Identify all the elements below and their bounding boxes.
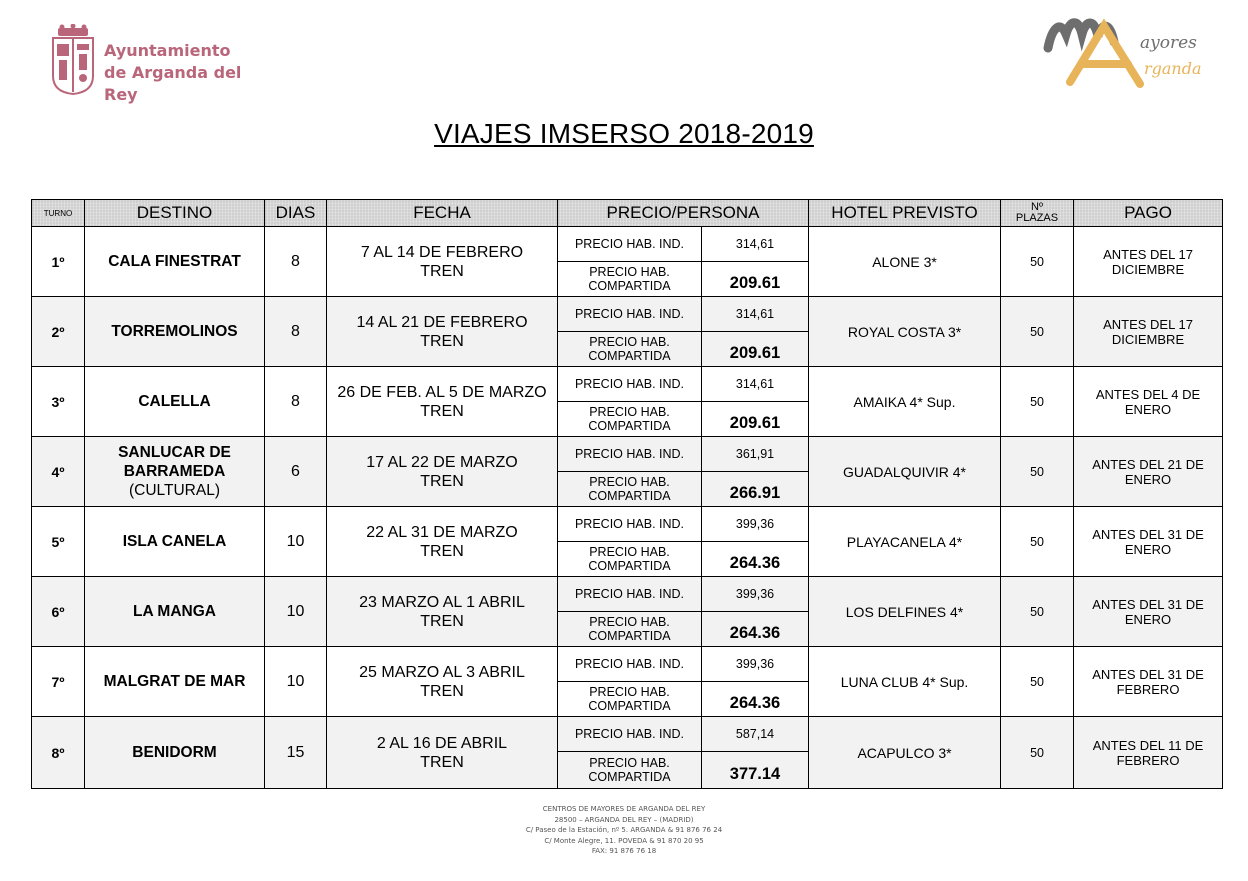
pago-line1: ANTES DEL 11 DE bbox=[1092, 737, 1204, 753]
pago-line2: ENERO bbox=[1124, 471, 1172, 487]
pago-line1: ANTES DEL 31 DE bbox=[1092, 526, 1204, 542]
trips-table bbox=[31, 199, 1223, 789]
fecha-transport: TREN bbox=[420, 682, 464, 700]
footer-line5: FAX: 91 876 76 18 bbox=[591, 847, 657, 855]
price-label-ind: PRECIO HAB. IND. bbox=[558, 507, 702, 542]
dias-cell: 8 bbox=[265, 367, 327, 437]
pago-cell bbox=[1074, 577, 1223, 647]
price-label-ind: PRECIO HAB. IND. bbox=[558, 437, 702, 472]
fecha-transport: TREN bbox=[420, 472, 464, 490]
fecha-transport: TREN bbox=[420, 332, 464, 350]
fecha-cell bbox=[327, 647, 558, 717]
fecha-cell bbox=[327, 227, 558, 297]
turno-cell: 3º bbox=[32, 367, 85, 437]
destino-cell bbox=[85, 647, 265, 717]
destino-cell bbox=[85, 437, 265, 507]
table-row bbox=[32, 227, 1223, 262]
ayuntamiento-logo bbox=[50, 24, 270, 104]
fecha-dates: 14 AL 21 DE FEBRERO bbox=[356, 313, 528, 331]
pago-line2: ENERO bbox=[1124, 541, 1172, 557]
dias-cell: 8 bbox=[265, 297, 327, 367]
price-label-compartida bbox=[558, 262, 702, 297]
fecha-transport: TREN bbox=[420, 402, 464, 420]
fecha-transport: TREN bbox=[420, 542, 464, 560]
table-row bbox=[32, 577, 1223, 612]
destino-subtitle: (CULTURAL) bbox=[129, 482, 220, 499]
price-label-ind: PRECIO HAB. IND. bbox=[558, 227, 702, 262]
destino-name: SANLUCAR DE BARRAMEDA bbox=[118, 444, 231, 480]
price-label-compartida bbox=[558, 472, 702, 507]
destino-name: MALGRAT DE MAR bbox=[103, 673, 246, 690]
page-title-text: VIAJES IMSERSO 2018-2019 bbox=[434, 118, 814, 149]
price-label-compartida bbox=[558, 682, 702, 717]
price-value-compartida: 377.14 bbox=[702, 752, 809, 789]
price-label-compartida bbox=[558, 402, 702, 437]
dias-cell: 10 bbox=[265, 647, 327, 717]
destino-name: BENIDORM bbox=[132, 744, 217, 761]
col-header-plazas-line1: Nº bbox=[1031, 201, 1043, 213]
col-header-hotel: HOTEL PREVISTO bbox=[809, 200, 1001, 227]
dias-cell: 15 bbox=[265, 717, 327, 789]
price-label-compartida bbox=[558, 542, 702, 577]
price-label-compartida-line2: COMPARTIDA bbox=[588, 629, 671, 643]
footer-line3: C/ Paseo de la Estación, nº 5. ARGANDA & 91 876 76 24 bbox=[525, 826, 723, 834]
pago-line1: ANTES DEL 4 DE bbox=[1095, 386, 1201, 402]
price-value-ind: 399,36 bbox=[702, 577, 809, 612]
pago-cell bbox=[1074, 717, 1223, 789]
destino-name: TORREMOLINOS bbox=[111, 323, 238, 340]
turno-cell: 1º bbox=[32, 227, 85, 297]
logo-text-rganda: rganda bbox=[1144, 59, 1202, 78]
table-row bbox=[32, 367, 1223, 402]
pago-cell bbox=[1074, 367, 1223, 437]
price-value-compartida: 264.36 bbox=[702, 542, 809, 577]
price-label-compartida-line2: COMPARTIDA bbox=[588, 770, 671, 784]
price-label-compartida-line2: COMPARTIDA bbox=[588, 559, 671, 573]
price-label-ind: PRECIO HAB. IND. bbox=[558, 577, 702, 612]
pago-line2: ENERO bbox=[1124, 401, 1172, 417]
hotel-cell: ALONE 3* bbox=[809, 227, 1001, 297]
turno-cell: 6º bbox=[32, 577, 85, 647]
pago-line1: ANTES DEL 21 DE bbox=[1092, 456, 1204, 472]
price-label-compartida bbox=[558, 332, 702, 367]
pago-cell bbox=[1074, 437, 1223, 507]
col-header-destino: DESTINO bbox=[85, 200, 265, 227]
price-label-compartida-line1: PRECIO HAB. bbox=[589, 615, 670, 629]
fecha-cell bbox=[327, 297, 558, 367]
price-label-compartida-line1: PRECIO HAB. bbox=[589, 475, 670, 489]
fecha-dates: 23 MARZO AL 1 ABRIL bbox=[359, 593, 525, 611]
destino-name: CALELLA bbox=[138, 393, 211, 410]
page-title bbox=[0, 118, 1248, 150]
turno-cell: 8º bbox=[32, 717, 85, 789]
price-label-compartida-line2: COMPARTIDA bbox=[588, 349, 671, 363]
fecha-dates: 25 MARZO AL 3 ABRIL bbox=[359, 663, 525, 681]
turno-cell: 2º bbox=[32, 297, 85, 367]
table-row bbox=[32, 647, 1223, 682]
fecha-dates: 7 AL 14 DE FEBRERO bbox=[360, 243, 524, 261]
price-value-ind: 314,61 bbox=[702, 367, 809, 402]
price-label-compartida-line1: PRECIO HAB. bbox=[589, 335, 670, 349]
hotel-cell: GUADALQUIVIR 4* bbox=[809, 437, 1001, 507]
destino-cell bbox=[85, 507, 265, 577]
footer-line4: C/ Monte Alegre, 11. POVEDA & 91 870 20 95 bbox=[544, 836, 704, 845]
price-label-ind: PRECIO HAB. IND. bbox=[558, 647, 702, 682]
plazas-cell: 50 bbox=[1001, 577, 1074, 647]
price-value-compartida: 209.61 bbox=[702, 402, 809, 437]
price-label-compartida bbox=[558, 752, 702, 789]
plazas-cell: 50 bbox=[1001, 297, 1074, 367]
fecha-cell bbox=[327, 717, 558, 789]
price-label-ind: PRECIO HAB. IND. bbox=[558, 717, 702, 752]
fecha-cell bbox=[327, 437, 558, 507]
plazas-cell: 50 bbox=[1001, 507, 1074, 577]
price-label-ind: PRECIO HAB. IND. bbox=[558, 297, 702, 332]
fecha-dates: 26 DE FEB. AL 5 DE MARZO bbox=[337, 383, 547, 401]
pago-cell bbox=[1074, 227, 1223, 297]
dias-cell: 10 bbox=[265, 577, 327, 647]
pago-cell bbox=[1074, 507, 1223, 577]
destino-name: ISLA CANELA bbox=[122, 533, 227, 550]
table-row bbox=[32, 507, 1223, 542]
price-label-compartida-line1: PRECIO HAB. bbox=[589, 265, 670, 279]
destino-cell bbox=[85, 367, 265, 437]
plazas-cell: 50 bbox=[1001, 717, 1074, 789]
price-value-ind: 587,14 bbox=[702, 717, 809, 752]
fecha-transport: TREN bbox=[420, 753, 464, 771]
fecha-cell bbox=[327, 577, 558, 647]
price-value-ind: 399,36 bbox=[702, 507, 809, 542]
pago-line2: DICIEMBRE bbox=[1111, 261, 1185, 277]
hotel-cell: ROYAL COSTA 3* bbox=[809, 297, 1001, 367]
pago-line2: DICIEMBRE bbox=[1111, 331, 1185, 347]
price-value-compartida: 209.61 bbox=[702, 262, 809, 297]
hotel-cell: ACAPULCO 3* bbox=[809, 717, 1001, 789]
table-header-row bbox=[32, 200, 1223, 227]
dias-cell: 10 bbox=[265, 507, 327, 577]
price-label-compartida-line1: PRECIO HAB. bbox=[589, 756, 670, 770]
price-label-compartida-line2: COMPARTIDA bbox=[588, 699, 671, 713]
pago-line2: FEBRERO bbox=[1116, 681, 1180, 697]
price-label-compartida-line1: PRECIO HAB. bbox=[589, 405, 670, 419]
price-label-compartida bbox=[558, 612, 702, 647]
pago-line1: ANTES DEL 17 bbox=[1103, 316, 1193, 332]
col-header-precio: PRECIO/PERSONA bbox=[558, 200, 809, 227]
price-label-compartida-line1: PRECIO HAB. bbox=[589, 685, 670, 699]
destino-cell bbox=[85, 577, 265, 647]
hotel-cell: PLAYACANELA 4* bbox=[809, 507, 1001, 577]
footer bbox=[0, 804, 1248, 857]
price-label-ind: PRECIO HAB. IND. bbox=[558, 367, 702, 402]
coat-of-arms-icon bbox=[50, 24, 96, 96]
destino-name: LA MANGA bbox=[133, 603, 216, 620]
price-value-compartida: 264.36 bbox=[702, 682, 809, 717]
table-row bbox=[32, 297, 1223, 332]
price-value-compartida: 264.36 bbox=[702, 612, 809, 647]
col-header-plazas bbox=[1001, 200, 1074, 227]
price-value-ind: 314,61 bbox=[702, 297, 809, 332]
col-header-pago: PAGO bbox=[1074, 200, 1223, 227]
fecha-transport: TREN bbox=[420, 262, 464, 280]
ayuntamiento-text bbox=[104, 40, 270, 106]
hotel-cell: AMAIKA 4* Sup. bbox=[809, 367, 1001, 437]
price-label-compartida-line2: COMPARTIDA bbox=[588, 279, 671, 293]
destino-cell bbox=[85, 297, 265, 367]
turno-cell: 4º bbox=[32, 437, 85, 507]
pago-cell bbox=[1074, 297, 1223, 367]
pago-line2: ENERO bbox=[1124, 611, 1172, 627]
destino-name: CALA FINESTRAT bbox=[108, 253, 241, 270]
org-line2: de Arganda del Rey bbox=[104, 63, 242, 104]
price-label-compartida-line1: PRECIO HAB. bbox=[589, 545, 670, 559]
dias-cell: 8 bbox=[265, 227, 327, 297]
pago-line2: FEBRERO bbox=[1116, 752, 1180, 768]
fecha-transport: TREN bbox=[420, 612, 464, 630]
fecha-cell bbox=[327, 367, 558, 437]
pago-cell bbox=[1074, 647, 1223, 717]
plazas-cell: 50 bbox=[1001, 227, 1074, 297]
destino-cell bbox=[85, 227, 265, 297]
price-value-ind: 314,61 bbox=[702, 227, 809, 262]
fecha-dates: 2 AL 16 DE ABRIL bbox=[376, 734, 508, 752]
price-label-compartida-line2: COMPARTIDA bbox=[588, 419, 671, 433]
col-header-plazas-line2: PLAZAS bbox=[1015, 212, 1059, 224]
pago-line1: ANTES DEL 31 DE bbox=[1092, 666, 1204, 682]
hotel-cell: LUNA CLUB 4* Sup. bbox=[809, 647, 1001, 717]
turno-cell: 5º bbox=[32, 507, 85, 577]
price-value-compartida: 209.61 bbox=[702, 332, 809, 367]
footer-line1: CENTROS DE MAYORES DE ARGANDA DEL REY bbox=[542, 805, 706, 813]
fecha-dates: 17 AL 22 DE MARZO bbox=[366, 453, 518, 471]
pago-line1: ANTES DEL 17 bbox=[1103, 246, 1193, 262]
col-header-turno: TURNO bbox=[32, 200, 85, 227]
hotel-cell: LOS DELFINES 4* bbox=[809, 577, 1001, 647]
org-line1: Ayuntamiento bbox=[104, 41, 231, 60]
fecha-cell bbox=[327, 507, 558, 577]
dias-cell: 6 bbox=[265, 437, 327, 507]
plazas-cell: 50 bbox=[1001, 437, 1074, 507]
plazas-cell: 50 bbox=[1001, 647, 1074, 717]
fecha-dates: 22 AL 31 DE MARZO bbox=[366, 523, 518, 541]
footer-line2: 28500 – ARGANDA DEL REY – (MADRID) bbox=[554, 815, 694, 824]
table-row bbox=[32, 717, 1223, 752]
logo-text-ayores: ayores bbox=[1140, 33, 1197, 53]
price-value-compartida: 266.91 bbox=[702, 472, 809, 507]
col-header-fecha: FECHA bbox=[327, 200, 558, 227]
turno-cell: 7º bbox=[32, 647, 85, 717]
table-row bbox=[32, 437, 1223, 472]
col-header-dias: DIAS bbox=[265, 200, 327, 227]
price-value-ind: 361,91 bbox=[702, 437, 809, 472]
price-label-compartida-line2: COMPARTIDA bbox=[588, 489, 671, 503]
destino-cell bbox=[85, 717, 265, 789]
mayores-arganda-logo bbox=[1040, 8, 1220, 90]
pago-line1: ANTES DEL 31 DE bbox=[1092, 596, 1204, 612]
plazas-cell: 50 bbox=[1001, 367, 1074, 437]
trips-table-body bbox=[32, 227, 1223, 789]
price-value-ind: 399,36 bbox=[702, 647, 809, 682]
